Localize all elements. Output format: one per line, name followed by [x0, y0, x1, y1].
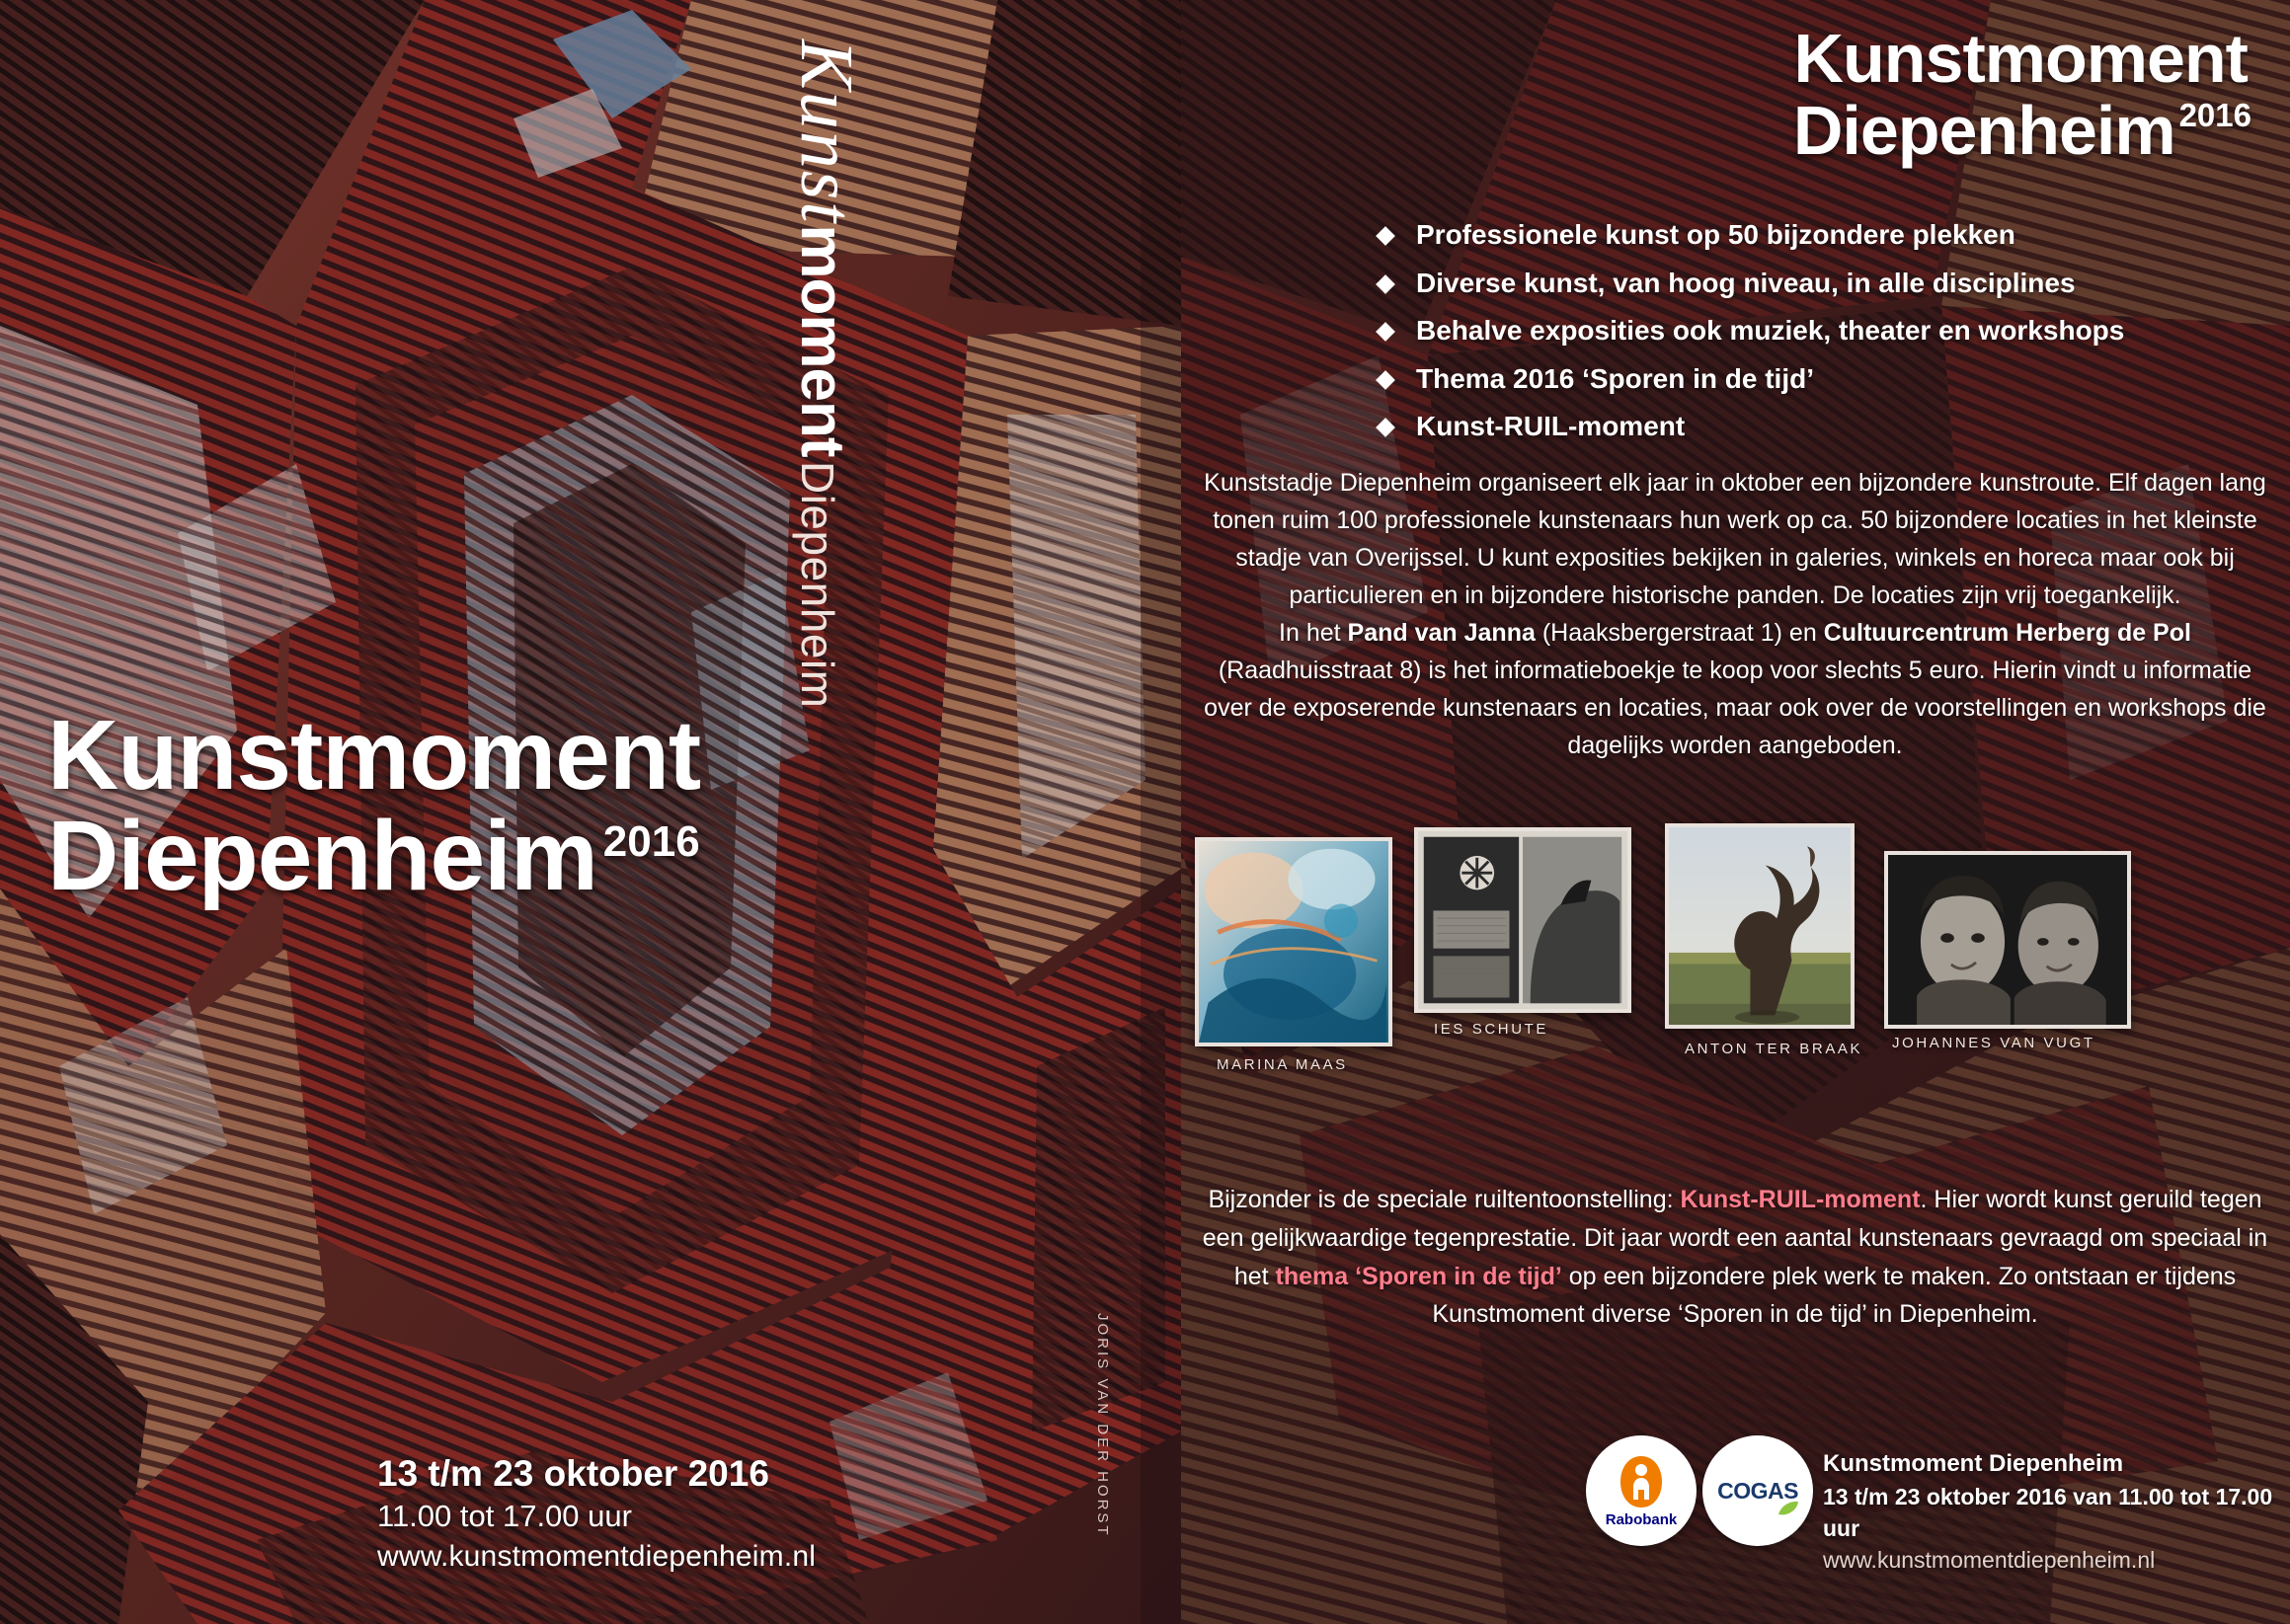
footer — [1181, 1422, 2290, 1624]
diamond-bullet-icon — [1376, 418, 1395, 437]
p2-bold-pand: Pand van Janna — [1347, 619, 1536, 647]
diamond-bullet-icon — [1376, 370, 1395, 390]
intro-text-block — [1201, 464, 2269, 764]
thumbnail-caption-johannes-van-vugt: JOHANNES VAN VUGT — [1892, 1035, 2095, 1051]
mixed-media-horse-image — [1418, 831, 1627, 1009]
back-title-line1: Kunstmoment — [1793, 20, 2248, 97]
list-item — [1379, 407, 2267, 447]
ruil-accent-kunstruilmoment: Kunst-RUIL-moment — [1680, 1186, 1921, 1213]
diamond-bullet-icon — [1376, 274, 1395, 294]
rabobank-mark-icon — [1613, 1454, 1670, 1509]
footer-contact-block — [1823, 1447, 2277, 1576]
bullet-label: Behalve exposities ook muziek, theater en workshops — [1416, 315, 2125, 347]
bullet-label: Professionele kunst op 50 bijzondere plekken — [1416, 219, 2015, 250]
intro-paragraph-1: Kunststadje Diepenheim organiseert elk jaar in oktober een bijzondere kunstroute. Elf dagen lang tonen ruim 100 professionele kunstenaars hun werk op ca. 50 bijzondere locaties in het kleinste stadje van Overijssel. U kunt exposities bekijken in galeries, winkels en horeca maar ook bij particulieren en in bijzondere historische panden. De locaties zijn vrij toegankelijk. — [1204, 469, 2266, 609]
cogas-logo[interactable] — [1702, 1435, 1813, 1546]
thumbnail-caption-marina-maas: MARINA MAAS — [1217, 1056, 1348, 1073]
front-website-url[interactable]: www.kunstmomentdiepenheim.nl — [377, 1539, 817, 1573]
bullet-label: Diverse kunst, van hoog niveau, in alle disciplines — [1416, 267, 2076, 298]
spine-strip — [1141, 0, 1182, 1624]
back-title — [1201, 20, 2251, 170]
thumbnail-anton-ter-braak[interactable] — [1665, 823, 1855, 1029]
diamond-bullet-icon — [1376, 322, 1395, 342]
ruil-pre: Bijzonder is de speciale ruiltentoonstelling: — [1208, 1186, 1681, 1213]
list-item — [1379, 311, 2267, 351]
bullet-label: Kunst-RUIL-moment — [1416, 411, 1686, 442]
front-title-line2: Diepenheim — [47, 801, 597, 911]
footer-when: 13 t/m 23 oktober 2016 van 11.00 tot 17.00 uur — [1823, 1483, 2273, 1541]
list-item — [1379, 264, 2267, 304]
diamond-bullet-icon — [1376, 226, 1395, 246]
rabobank-label: Rabobank — [1605, 1510, 1678, 1528]
ruil-accent-thema: thema ‘Sporen in de tijd’ — [1275, 1262, 1562, 1290]
bronze-sculpture-image — [1669, 827, 1851, 1025]
portrait-photo-image — [1888, 855, 2127, 1025]
ruil-end: op een bijzondere plek werk te maken. Zo ontstaan er tijdens Kunstmoment diverse ‘Sporen in de tijd’ in Diepenheim. — [1432, 1262, 2237, 1329]
spine-logo — [731, 39, 869, 790]
highlights-list — [1379, 215, 2267, 455]
bullet-label: Thema 2016 ‘Sporen in de tijd’ — [1416, 362, 1814, 394]
front-event-info — [377, 1451, 989, 1577]
list-item — [1379, 215, 2267, 256]
spine-diepenheim-word: Diepenheim — [792, 460, 843, 709]
spine-kunst-word: Kunst — [785, 39, 868, 225]
thumbnail-caption-anton-ter-braak: ANTON TER BRAAK — [1685, 1041, 1863, 1057]
thumbnail-caption-ies-schute: IES SCHUTE — [1434, 1021, 1549, 1038]
front-dates: 13 t/m 23 oktober 2016 — [377, 1453, 769, 1494]
intro-paragraph-2 — [1201, 614, 2269, 764]
artist-credit: JORIS VAN DER HORST — [1094, 1313, 1111, 1538]
footer-url[interactable]: www.kunstmomentdiepenheim.nl — [1823, 1546, 2156, 1573]
p2-mid2: (Raadhuisstraat 8) is het informatieboekje te koop voor slechts 5 euro. Hierin vindt u informatie over de exposerende kunstenaars en locaties, maar ook over de voorstellingen en workshops die dagelijks worden aangeboden. — [1204, 657, 2266, 759]
front-title-year: 2016 — [602, 816, 700, 866]
p2-mid1: (Haaksbergerstraat 1) en — [1535, 619, 1824, 647]
ruil-mid: . Hier wordt kunst geruild tegen een gelijkwaardige tegenprestatie. Dit jaar wordt een aantal kunstenaars gevraagd om speciaal in het — [1202, 1186, 2268, 1290]
thumbnail-johannes-van-vugt[interactable] — [1884, 851, 2131, 1029]
abstract-painting-image — [1199, 841, 1388, 1043]
thumbnail-marina-maas[interactable] — [1195, 837, 1392, 1046]
front-hours: 11.00 tot 17.00 uur — [377, 1499, 632, 1534]
p2-bold-cultuurcentrum: Cultuurcentrum Herberg de Pol — [1823, 619, 2191, 647]
footer-org: Kunstmoment Diepenheim — [1823, 1450, 2124, 1477]
cogas-leaf-icon — [1777, 1501, 1799, 1516]
front-title-line1: Kunstmoment — [47, 700, 701, 811]
back-title-year: 2016 — [2178, 97, 2251, 134]
cogas-label: COGAS — [1717, 1477, 1798, 1504]
artwork-thumbnail-strip — [1181, 837, 2290, 1143]
spine-moment-word: moment — [788, 224, 856, 457]
back-cover — [1181, 0, 2290, 1624]
thumbnail-ies-schute[interactable] — [1414, 827, 1631, 1013]
p2-pre: In het — [1279, 619, 1348, 647]
kunst-ruil-text-block — [1201, 1181, 2269, 1334]
rabobank-logo[interactable] — [1586, 1435, 1697, 1546]
list-item — [1379, 359, 2267, 400]
back-title-line2: Diepenheim — [1792, 92, 2175, 170]
